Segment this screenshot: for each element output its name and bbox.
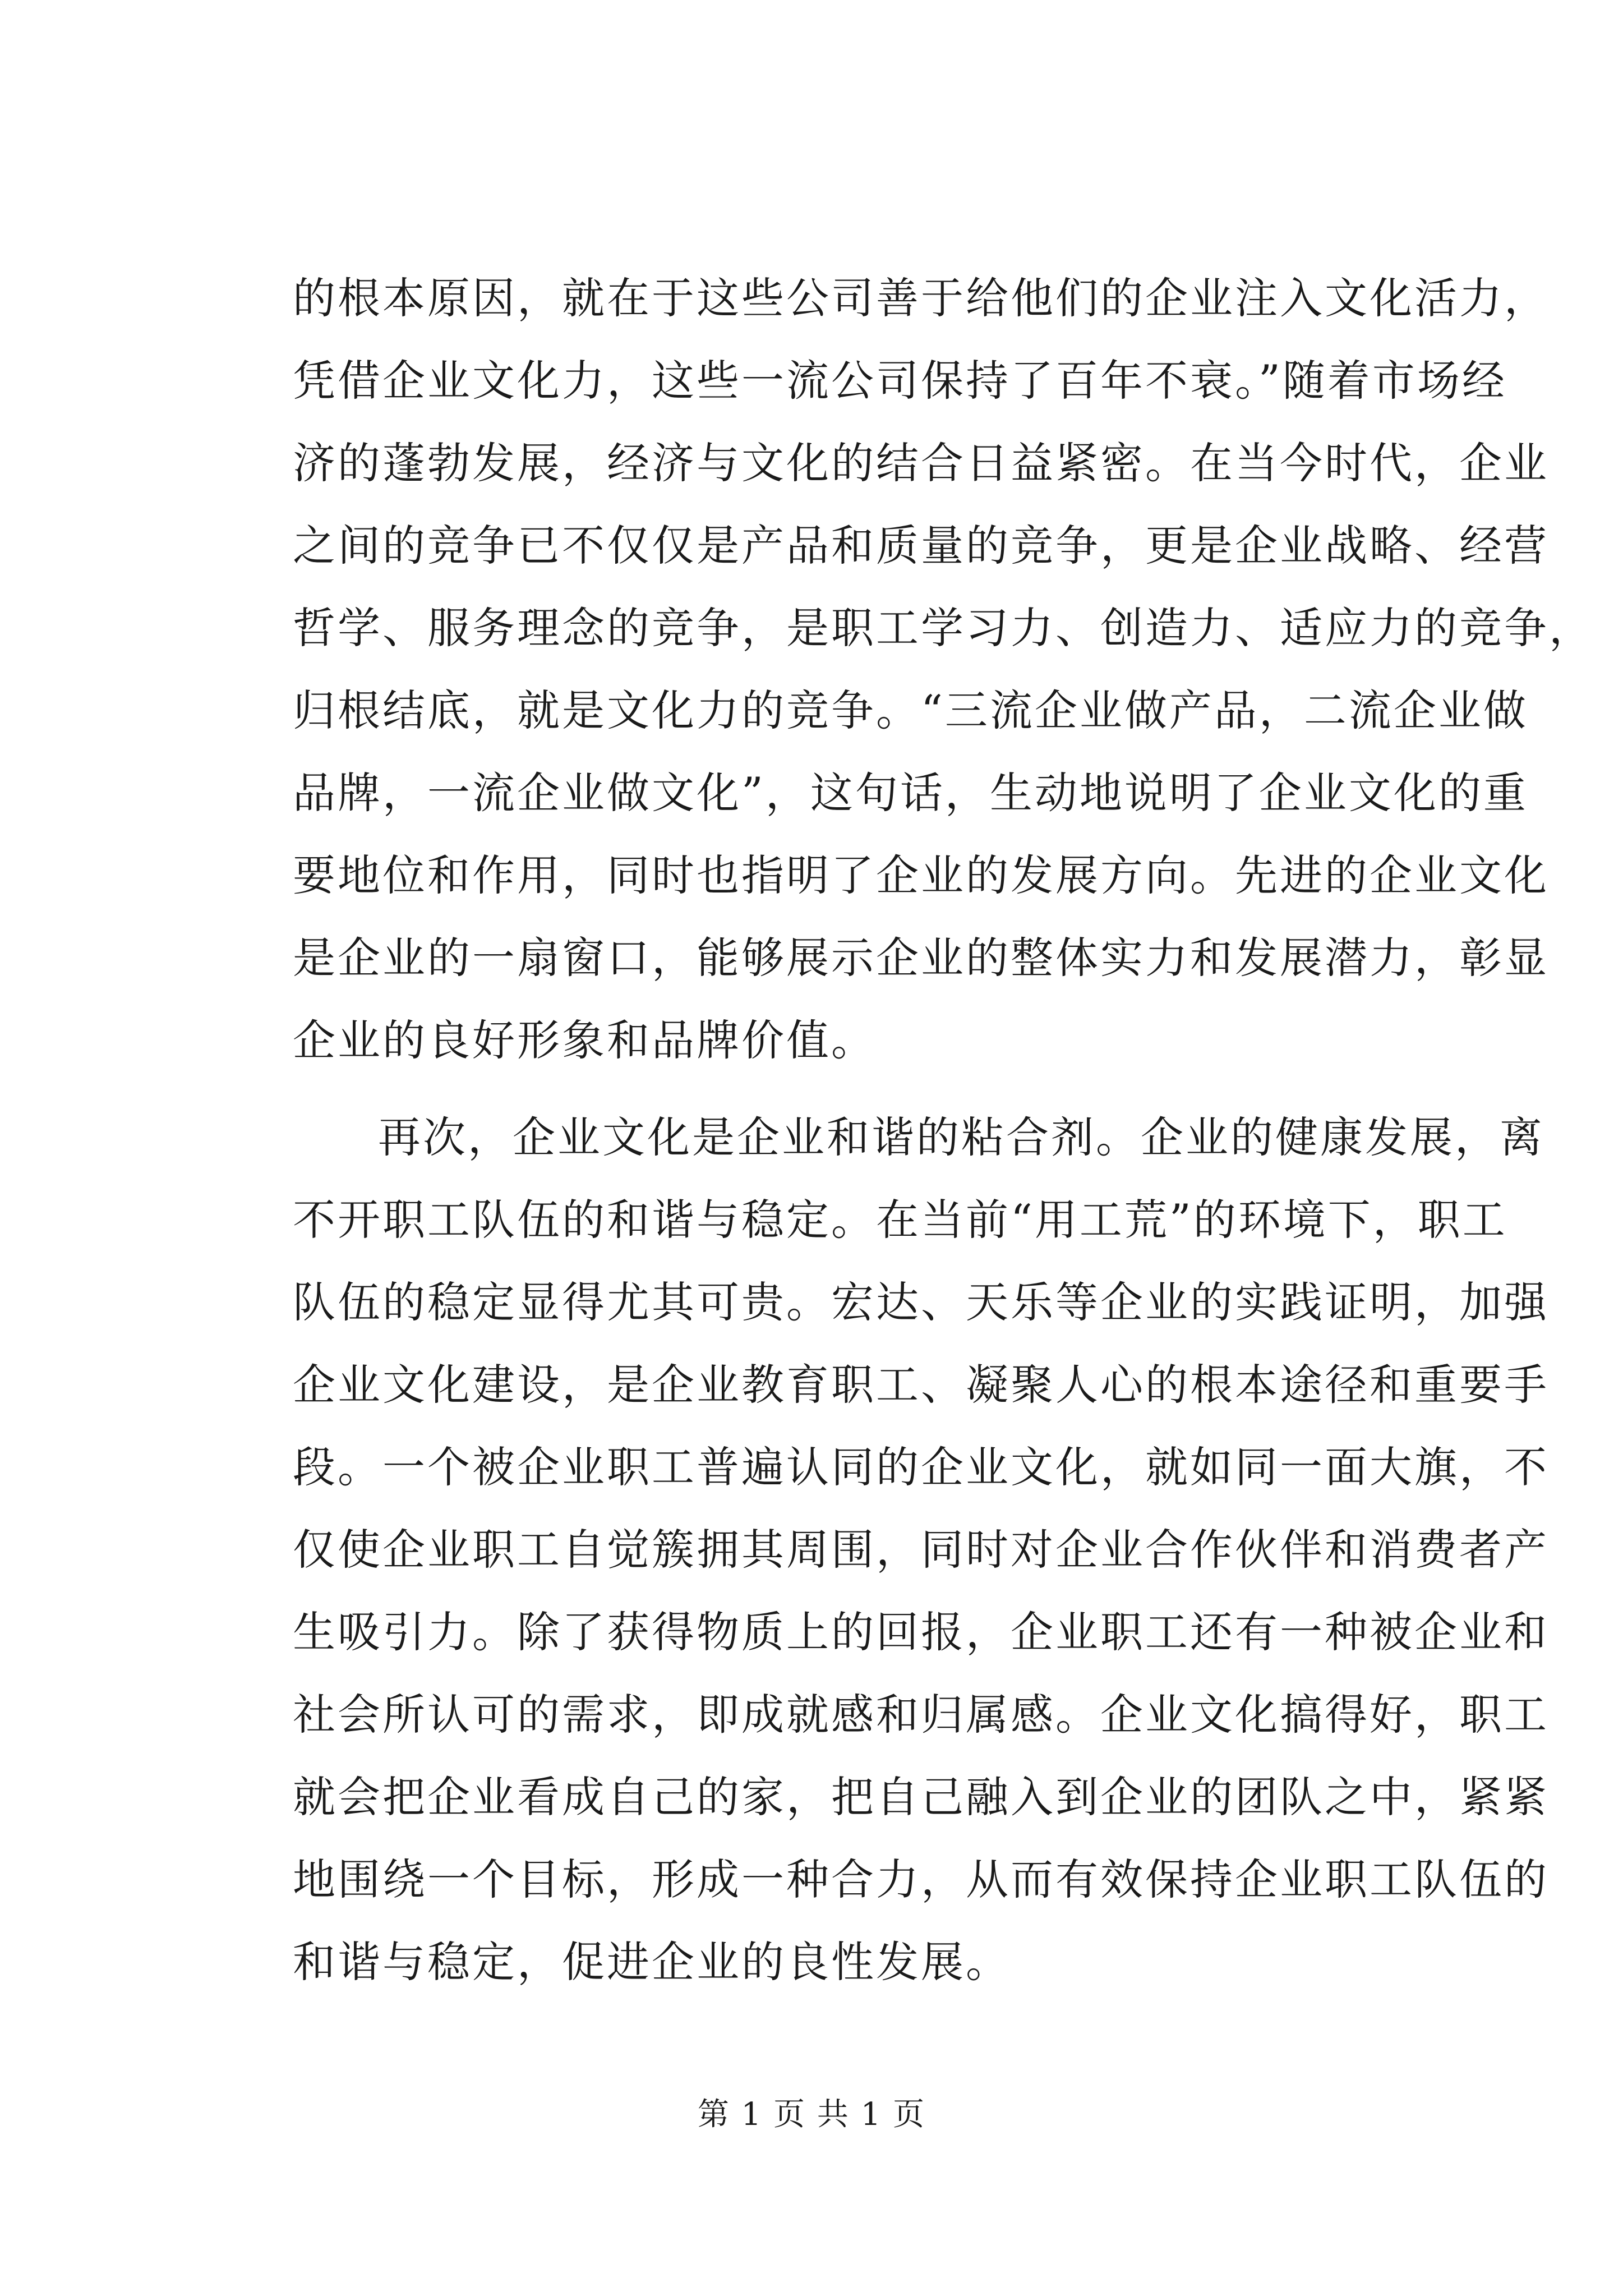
paragraph-spacer <box>293 1082 1420 1096</box>
document-body <box>293 257 1594 2003</box>
text-line: 是企业的一扇窗口，能够展示企业的整体实力和发展潜力，彰显 <box>293 933 1549 983</box>
text-line: 之间的竞争已不仅仅是产品和质量的竞争，更是企业战略、经营 <box>293 521 1549 570</box>
text-line: 凭借企业文化力，这些一流公司保持了百年不衰。”随着市场经 <box>293 356 1507 406</box>
text-line: 不开职工队伍的和谐与稳定。在当前“用工荒”的环境下，职工 <box>293 1195 1507 1245</box>
text-line: 仅使企业职工自觉簇拥其周围，同时对企业合作伙伴和消费者产 <box>293 1525 1549 1575</box>
paragraph-2 <box>293 1096 1549 2003</box>
text-line: 济的蓬勃发展，经济与文化的结合日益紧密。在当今时代，企业 <box>293 438 1549 488</box>
text-line: 再次，企业文化是企业和谐的粘合剂。企业的健康发展，离 <box>378 1112 1544 1162</box>
text-line: 企业的良好形象和品牌价值。 <box>293 1015 876 1065</box>
text-line: 就会把企业看成自己的家，把自己融入到企业的团队之中，紧紧 <box>293 1772 1549 1822</box>
text-line: 生吸引力。除了获得物质上的回报，企业职工还有一种被企业和 <box>293 1607 1549 1657</box>
paragraph-1 <box>293 257 1594 1082</box>
text-line: 社会所认可的需求，即成就感和归属感。企业文化搞得好，职工 <box>293 1690 1549 1740</box>
page-footer: 第 1 页 共 1 页 <box>697 2096 926 2133</box>
text-line: 哲学、服务理念的竞争，是职工学习力、创造力、适应力的竞争， <box>293 603 1594 653</box>
text-line: 要地位和作用，同时也指明了企业的发展方向。先进的企业文化 <box>293 850 1549 900</box>
text-line: 企业文化建设，是企业教育职工、凝聚人心的根本途径和重要手 <box>293 1360 1549 1410</box>
text-line: 队伍的稳定显得尤其可贵。宏达、天乐等企业的实践证明，加强 <box>293 1277 1549 1327</box>
text-line: 归根结底，就是文化力的竞争。“三流企业做产品，二流企业做 <box>293 685 1528 735</box>
text-line: 品牌，一流企业做文化”，这句话，生动地说明了企业文化的重 <box>293 768 1528 818</box>
text-line: 和谐与稳定，促进企业的良性发展。 <box>293 1937 1011 1987</box>
text-line: 段。一个被企业职工普遍认同的企业文化，就如同一面大旗，不 <box>293 1442 1549 1492</box>
text-line: 的根本原因，就在于这些公司善于给他们的企业注入文化活力， <box>293 273 1549 323</box>
text-line: 地围绕一个目标，形成一种合力，从而有效保持企业职工队伍的 <box>293 1855 1549 1904</box>
